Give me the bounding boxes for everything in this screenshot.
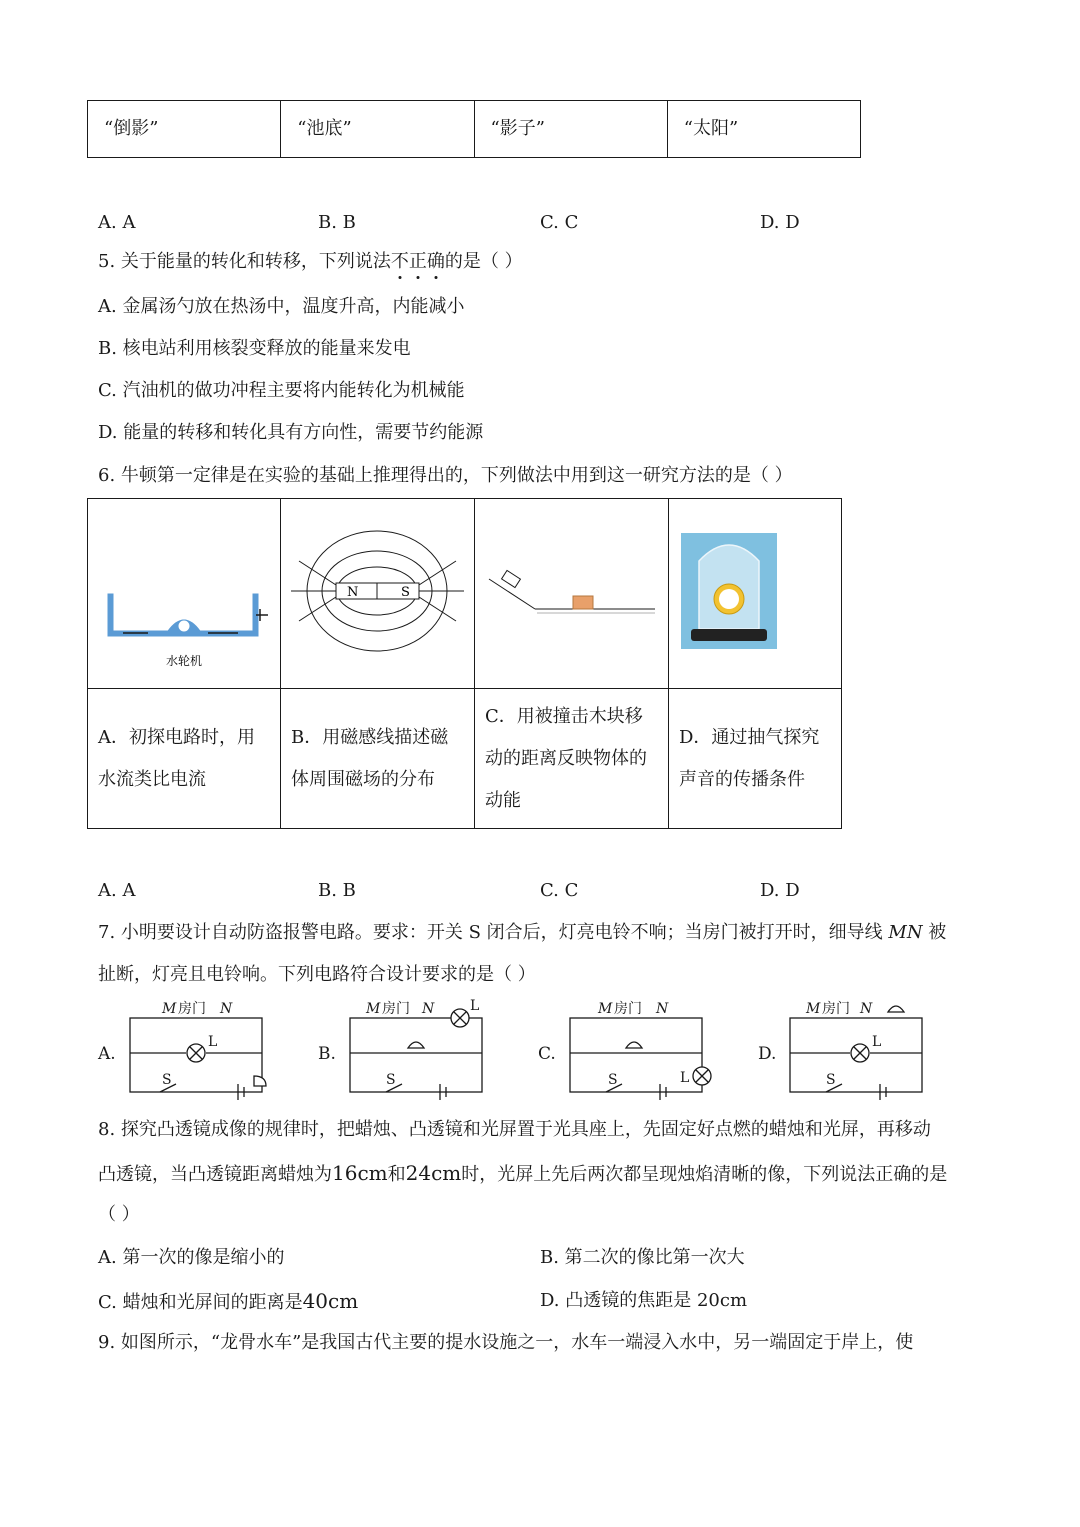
q6-figure-table bbox=[87, 498, 842, 829]
water-turbine-diagram bbox=[88, 499, 280, 684]
m-label: M bbox=[366, 1001, 381, 1017]
bell-icon bbox=[888, 1006, 904, 1012]
q4-cell-d: “太阳” bbox=[667, 101, 860, 158]
field-line bbox=[419, 561, 456, 585]
q4-options-table bbox=[87, 100, 861, 158]
q8-option-c: C. 蜡烛和光屏间的距离是40cm bbox=[98, 1289, 359, 1313]
q8-option-a: A. 第一次的像是缩小的 bbox=[98, 1247, 285, 1268]
q6-option-d: D. D bbox=[760, 880, 800, 901]
q9-stem-line1: 9. 如图所示，“龙骨水车”是我国古代主要的提水设施之一，水车一端浸入水中，另一端固定于岸上，使 bbox=[98, 1332, 914, 1353]
q8-stem-line2: 凸透镜，当凸透镜距离蜡烛为16cm和24cm时，光屏上先后两次都呈现烛焰清晰的像，下列说法正确的是 bbox=[98, 1161, 948, 1185]
clock-face bbox=[719, 589, 739, 609]
bell-jar-photo bbox=[669, 499, 841, 684]
q4-option-c: C. C bbox=[540, 212, 579, 233]
circuit-a bbox=[97, 1000, 233, 1088]
q8-option-b: B. 第二次的像比第一次大 bbox=[540, 1247, 745, 1268]
n-label: N bbox=[220, 1001, 233, 1017]
turbine-wheel-icon bbox=[178, 620, 190, 632]
q7-stem-line2: 扯断，灯亮且电铃响。下列电路符合设计要求的是（ ） bbox=[98, 964, 536, 985]
switch-label: S bbox=[608, 1072, 618, 1088]
circuit-label: A. bbox=[98, 1044, 116, 1064]
q5-option-d: D. 能量的转移和转化具有方向性，需要节约能源 bbox=[98, 422, 484, 443]
bell-icon bbox=[254, 1076, 266, 1086]
n-label: N bbox=[860, 1001, 873, 1017]
field-line bbox=[299, 597, 336, 621]
q4-cell-a: “倒影” bbox=[88, 101, 281, 158]
q6-caption-b: B．用磁感线描述磁体周围磁场的分布 bbox=[281, 689, 475, 829]
lamp-label: L bbox=[680, 1070, 690, 1086]
circuit-label: B. bbox=[318, 1044, 336, 1064]
circuit-c bbox=[538, 1000, 689, 1088]
bell-icon bbox=[626, 1042, 642, 1048]
q6-caption-a: A．初探电路时，用水流类比电流 bbox=[88, 689, 281, 829]
vacuum-plate bbox=[691, 629, 767, 641]
m-label: M bbox=[598, 1001, 613, 1017]
q6-figure-b bbox=[281, 499, 475, 689]
circuit-label: D. bbox=[758, 1044, 777, 1064]
incline-block-diagram bbox=[475, 499, 668, 684]
circuit-label: C. bbox=[538, 1044, 556, 1064]
q6-caption-d: D．通过抽气探究声音的传播条件 bbox=[669, 689, 842, 829]
q6-stem: 6. 牛顿第一定律是在实验的基础上推理得出的，下列做法中用到这一研究方法的是（ ） bbox=[98, 465, 793, 486]
door-label: 房门 bbox=[382, 1001, 410, 1017]
n-label: N bbox=[422, 1001, 435, 1017]
lamp-label: L bbox=[208, 1034, 218, 1050]
wooden-block bbox=[573, 596, 593, 609]
ball-cart-icon bbox=[502, 570, 521, 587]
q6-figure-a bbox=[88, 499, 281, 689]
q8-option-d: D. 凸透镜的焦距是 20cm bbox=[540, 1290, 748, 1311]
q6-option-c: C. C bbox=[540, 880, 579, 901]
lamp-label: L bbox=[470, 998, 480, 1014]
q7-stem-line1: 7. 小明要设计自动防盗报警电路。要求：开关 S 闭合后，灯亮电铃不响；当房门被打开时，细导线 MN 被 bbox=[98, 922, 947, 943]
north-pole-label: N bbox=[347, 585, 359, 600]
switch-label: S bbox=[162, 1072, 172, 1088]
q4-option-b: B. B bbox=[318, 212, 356, 233]
field-line bbox=[299, 561, 336, 585]
q5-stem: 5. 关于能量的转化和转移，下列说法不正确的是（ ） bbox=[98, 251, 523, 272]
q6-figure-c bbox=[475, 499, 669, 689]
door-label: 房门 bbox=[822, 1001, 850, 1017]
door-label: 房门 bbox=[178, 1001, 206, 1017]
q8-stem-line1: 8. 探究凸透镜成像的规律时，把蜡烛、凸透镜和光屏置于光具座上，先固定好点燃的蜡烛和光屏，再移动 bbox=[98, 1119, 931, 1140]
lamp-label: L bbox=[872, 1034, 882, 1050]
q7-circuit-diagrams bbox=[90, 996, 990, 1102]
left-pipe bbox=[108, 594, 113, 636]
m-label: M bbox=[806, 1001, 821, 1017]
n-label: N bbox=[656, 1001, 669, 1017]
switch-label: S bbox=[826, 1072, 836, 1088]
q8-stem-line3: （ ） bbox=[98, 1204, 140, 1225]
south-pole-label: S bbox=[401, 585, 410, 600]
q6-option-b: B. B bbox=[318, 880, 356, 901]
magnet-field-diagram bbox=[281, 499, 474, 684]
switch-label: S bbox=[386, 1072, 396, 1088]
bell-icon bbox=[408, 1042, 424, 1048]
q5-option-a: A. 金属汤勺放在热汤中，温度升高，内能减小 bbox=[98, 296, 465, 317]
q5-option-b: B. 核电站利用核裂变释放的能量来发电 bbox=[98, 338, 411, 359]
door-label: 房门 bbox=[614, 1001, 642, 1017]
q6-caption-c: C．用被撞击木块移动的距离反映物体的动能 bbox=[475, 689, 669, 829]
field-line bbox=[419, 597, 456, 621]
q4-cell-c: “影子” bbox=[474, 101, 667, 158]
circuit-b-frame bbox=[350, 1018, 482, 1092]
q6-option-a: A. A bbox=[98, 880, 136, 901]
q4-cell-b: “池底” bbox=[281, 101, 474, 158]
q5-option-c: C. 汽油机的做功冲程主要将内能转化为机械能 bbox=[98, 380, 465, 401]
turbine-label: 水轮机 bbox=[165, 654, 203, 668]
m-label: M bbox=[162, 1001, 177, 1017]
q4-option-d: D. D bbox=[760, 212, 800, 233]
q4-option-a: A. A bbox=[98, 212, 136, 233]
q6-figure-d bbox=[669, 499, 842, 689]
